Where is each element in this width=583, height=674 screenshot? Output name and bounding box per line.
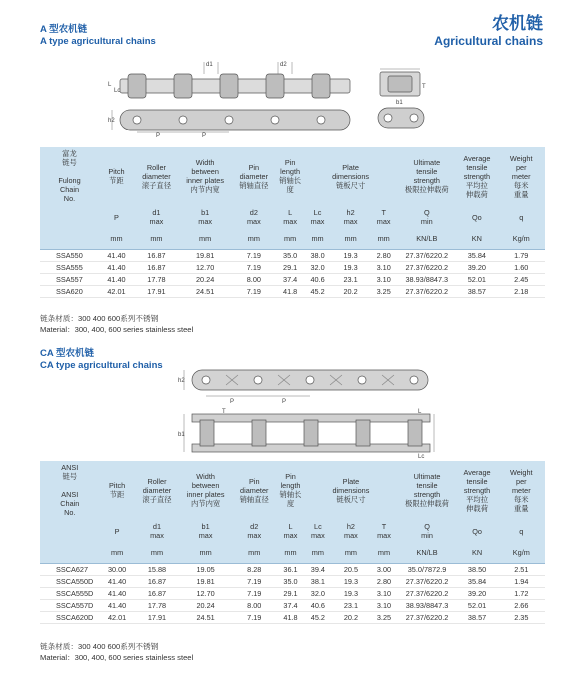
table-cell: 29.1 — [276, 261, 304, 273]
table-cell: 27.37/6220.2 — [397, 261, 456, 273]
table-cell: 16.87 — [135, 587, 180, 599]
dim-label-d1: d1 — [206, 62, 213, 68]
a-type-chain-side-drawing — [108, 58, 358, 138]
table-cell: 40.6 — [304, 273, 331, 285]
table-cell: 24.51 — [179, 611, 231, 623]
table-cell: 12.70 — [179, 261, 231, 273]
a-type-spec-table — [40, 147, 545, 298]
table-cell: 19.3 — [331, 261, 370, 273]
symbol-cell: P — [114, 526, 120, 536]
ca-material-en: Material：300, 400, 600 series stainless steel — [40, 653, 194, 662]
table-cell: 38.57 — [456, 285, 497, 297]
table-cell: SSCA627 — [40, 563, 100, 575]
column-header: Average tensile strength 平均拉 伸载荷 — [463, 467, 491, 513]
ca-dim-label-p1: P — [230, 399, 235, 404]
table-cell: 27.37/6220.2 — [398, 575, 457, 587]
table-cell: 41.40 — [100, 575, 135, 587]
column-header: Ultimate tensile strength 极限拉伸载荷 — [405, 472, 449, 508]
ca-material-note — [40, 641, 193, 663]
table-cell: 3.00 — [370, 563, 397, 575]
table-unit-row — [40, 543, 545, 563]
table-cell: 45.2 — [304, 285, 331, 297]
dim-label-h2: h2 — [108, 118, 115, 124]
table-cell: 41.40 — [100, 599, 135, 611]
table-cell: 17.78 — [135, 599, 180, 611]
table-cell: 39.20 — [457, 587, 498, 599]
table-cell: 37.4 — [276, 273, 304, 285]
table-cell: 52.01 — [456, 273, 497, 285]
table-cell: 2.80 — [370, 575, 397, 587]
symbol-cell: d2 max — [246, 208, 261, 226]
table-cell: 23.1 — [331, 599, 370, 611]
table-cell: SSCA557D — [40, 599, 100, 611]
table-row — [40, 261, 545, 273]
table-cell: 3.10 — [370, 261, 397, 273]
symbol-cell: L max — [283, 208, 298, 226]
symbol-cell: Q min — [420, 208, 433, 226]
ca-dim-label-l: L — [418, 409, 422, 415]
column-header: Roller diameter 滚子直径 — [141, 162, 172, 190]
unit-cell: mm — [231, 229, 276, 249]
section-ca-title-zh: CA 型农机链 — [40, 348, 95, 359]
unit-cell: mm — [232, 543, 277, 563]
table-cell: 29.1 — [277, 587, 305, 599]
table-cell: 17.91 — [134, 285, 179, 297]
table-cell: 20.2 — [331, 611, 370, 623]
table-cell: 7.19 — [231, 249, 276, 261]
table-cell: 42.01 — [99, 285, 134, 297]
symbol-cell: L max — [283, 522, 298, 540]
table-cell: 35.84 — [456, 249, 497, 261]
table-cell: 36.1 — [277, 563, 305, 575]
table-cell: 27.37/6220.2 — [397, 249, 456, 261]
symbol-cell: h2 max — [344, 522, 358, 540]
table-cell: 41.40 — [99, 249, 134, 261]
table-cell: 23.1 — [331, 273, 370, 285]
symbol-cell: T max — [377, 522, 391, 540]
column-header — [370, 147, 397, 205]
table-cell: SSCA550D — [40, 575, 100, 587]
unit-cell: mm — [134, 229, 179, 249]
table-row — [40, 587, 545, 599]
column-header: Ultimate tensile strength 极限拉伸载荷 — [404, 158, 449, 194]
unit-cell — [40, 229, 99, 249]
symbol-cell: T max — [376, 208, 391, 226]
section-ca-title-en: CA type agricultural chains — [40, 360, 163, 371]
table-cell: 41.8 — [276, 285, 304, 297]
table-cell: 38.93/8847.3 — [397, 273, 456, 285]
table-cell: SSA557 — [40, 273, 99, 285]
table-cell: 35.0/7872.9 — [398, 563, 457, 575]
table-cell: 42.01 — [100, 611, 135, 623]
column-header — [370, 461, 397, 519]
dim-label-d2: d2 — [280, 62, 287, 68]
column-header: Width between inner plates 内节内宽 — [186, 158, 224, 194]
table-row — [40, 575, 545, 587]
a-material-en: Material：300, 400, 600 series stainless steel — [40, 325, 194, 334]
unit-cell: mm — [370, 229, 397, 249]
table-cell: 15.88 — [135, 563, 180, 575]
table-cell: 16.87 — [135, 575, 180, 587]
symbol-cell: h2 max — [343, 208, 358, 226]
dim-label-p2: P — [202, 133, 207, 138]
unit-cell: KN — [457, 543, 498, 563]
table-cell: 19.81 — [179, 575, 231, 587]
column-header: Average tensile strength 平均拉 伸载荷 — [463, 153, 491, 199]
table-cell: SSA555 — [40, 261, 99, 273]
column-header: Pin diameter 销轴直径 — [239, 162, 269, 190]
ca-chain-rollers — [200, 420, 422, 446]
table-cell: 38.57 — [457, 611, 498, 623]
table-cell: 7.19 — [232, 575, 277, 587]
column-header: Weight per meter 每米 重量 — [510, 467, 533, 513]
table-cell: 41.40 — [100, 587, 135, 599]
symbol-cell: b1 max — [198, 522, 213, 540]
column-header: Pitch 节距 — [108, 167, 125, 185]
unit-cell — [40, 543, 100, 563]
a-type-chain-end-drawing — [372, 66, 432, 136]
table-cell: 39.4 — [304, 563, 331, 575]
column-header: Width between inner plates 内节内宽 — [186, 472, 225, 508]
table-cell: 35.0 — [277, 575, 305, 587]
table-cell: 16.87 — [134, 249, 179, 261]
table-cell: 7.19 — [232, 611, 277, 623]
table-cell: 17.78 — [134, 273, 179, 285]
page-title — [434, 14, 543, 48]
table-cell: 8.28 — [232, 563, 277, 575]
unit-cell: KN/LB — [397, 229, 456, 249]
table-row — [40, 563, 545, 575]
section-ca-heading — [40, 348, 163, 372]
table-cell: 20.5 — [331, 563, 370, 575]
symbol-cell: d1 max — [149, 208, 164, 226]
table-cell: 38.50 — [457, 563, 498, 575]
symbol-cell: Lc max — [310, 208, 325, 226]
table-cell: 27.37/6220.2 — [398, 611, 457, 623]
table-cell: 27.37/6220.2 — [397, 285, 456, 297]
table-cell: 3.10 — [370, 599, 397, 611]
table-cell: 27.37/6220.2 — [398, 587, 457, 599]
unit-cell: Kg/m — [497, 229, 545, 249]
unit-cell: KN — [456, 229, 497, 249]
table-cell: 38.0 — [304, 249, 331, 261]
unit-cell: mm — [179, 543, 231, 563]
table-cell: 3.10 — [370, 587, 397, 599]
table-cell: 32.0 — [304, 261, 331, 273]
page-title-en: Agricultural chains — [434, 34, 543, 48]
table-cell: 45.2 — [304, 611, 331, 623]
table-cell: 2.80 — [370, 249, 397, 261]
table-cell: 35.84 — [457, 575, 498, 587]
column-header: Plate dimensions 链板尺寸 — [332, 162, 370, 190]
unit-cell: mm — [331, 543, 370, 563]
unit-cell: mm — [304, 229, 331, 249]
ca-dim-label-h2: h2 — [178, 378, 185, 384]
table-cell: 7.19 — [231, 285, 276, 297]
column-header: Weight per meter 每米 重量 — [509, 153, 533, 199]
table-cell: 2.66 — [498, 599, 545, 611]
table-cell: 2.51 — [498, 563, 545, 575]
column-header — [304, 461, 331, 519]
unit-cell: mm — [277, 543, 305, 563]
table-cell: 38.1 — [304, 575, 331, 587]
unit-cell: KN/LB — [398, 543, 457, 563]
table-cell: SSA620 — [40, 285, 99, 297]
table-cell: SSA550 — [40, 249, 99, 261]
section-a-title-en: A type agricultural chains — [40, 36, 156, 47]
table-cell: 3.10 — [370, 273, 397, 285]
table-cell: 52.01 — [457, 599, 498, 611]
table-header-row — [40, 147, 545, 205]
symbol-cell: Qo — [472, 212, 482, 222]
table-cell: 41.40 — [99, 273, 134, 285]
symbol-cell: Q min — [421, 522, 433, 540]
column-header — [304, 147, 331, 205]
unit-cell: Kg/m — [498, 543, 545, 563]
section-a-heading — [40, 24, 156, 48]
table-cell: 1.79 — [497, 249, 545, 261]
table-cell: 19.81 — [179, 249, 231, 261]
table-cell: 19.05 — [179, 563, 231, 575]
ca-dim-label-lc: Lc — [418, 454, 425, 458]
table-header-row — [40, 461, 545, 519]
symbol-cell: d1 max — [150, 522, 164, 540]
symbol-cell — [40, 205, 99, 229]
unit-cell: mm — [100, 543, 135, 563]
ca-dim-label-t: T — [222, 409, 226, 415]
ca-dim-label-b1: b1 — [178, 432, 185, 438]
table-cell: 32.0 — [304, 587, 331, 599]
ca-material-zh: 链条材质：300 400 600系列不锈钢 — [40, 642, 159, 651]
table-cell: 16.87 — [134, 261, 179, 273]
table-symbol-row — [40, 519, 545, 543]
table-cell: 41.8 — [277, 611, 305, 623]
unit-cell: mm — [135, 543, 180, 563]
table-cell: 3.25 — [370, 611, 397, 623]
column-header: Roller diameter 滚子直径 — [142, 476, 172, 504]
table-cell: 2.18 — [497, 285, 545, 297]
unit-cell: mm — [370, 543, 397, 563]
column-header: ANSI 链号 ANSI Chain No. — [60, 463, 80, 517]
table-cell: 35.0 — [276, 249, 304, 261]
table-row — [40, 273, 545, 285]
table-row — [40, 249, 545, 261]
table-cell: 8.00 — [232, 599, 277, 611]
table-cell: 37.4 — [277, 599, 305, 611]
unit-cell: mm — [304, 543, 331, 563]
ca-type-spec-table — [40, 461, 545, 624]
column-header: Pitch 节距 — [108, 481, 126, 499]
table-cell: 19.3 — [331, 575, 370, 587]
table-cell: 3.25 — [370, 285, 397, 297]
dim-label-lc: Lc — [114, 88, 121, 94]
ca-dim-label-p2: P — [282, 399, 287, 404]
column-header: 富龙 链号 Fulong Chain No. — [58, 149, 81, 203]
table-cell: 20.24 — [179, 599, 231, 611]
table-cell: 30.00 — [100, 563, 135, 575]
table-cell: 24.51 — [179, 285, 231, 297]
table-cell: 38.93/8847.3 — [398, 599, 457, 611]
table-cell: 12.70 — [179, 587, 231, 599]
unit-cell: mm — [331, 229, 370, 249]
table-cell: 19.3 — [331, 587, 370, 599]
dim-label-t: T — [422, 84, 426, 90]
table-cell: 2.45 — [497, 273, 545, 285]
table-cell: 7.19 — [231, 261, 276, 273]
unit-cell: mm — [99, 229, 134, 249]
table-cell: 17.91 — [135, 611, 180, 623]
table-row — [40, 285, 545, 297]
symbol-cell: Lc max — [310, 522, 325, 540]
dim-label-p1: P — [156, 133, 161, 138]
column-header: Plate dimensions 链板尺寸 — [332, 476, 370, 504]
symbol-cell: q — [519, 526, 524, 536]
symbol-cell: P — [114, 212, 119, 222]
symbol-cell: b1 max — [198, 208, 213, 226]
symbol-cell — [40, 519, 100, 543]
dim-label-l: L — [108, 82, 112, 88]
page-title-zh: 农机链 — [492, 14, 543, 33]
table-cell: 40.6 — [304, 599, 331, 611]
table-symbol-row — [40, 205, 545, 229]
ca-type-plate-drawing — [178, 366, 438, 404]
symbol-cell: q — [519, 212, 524, 222]
symbol-cell: Qo — [472, 526, 482, 536]
column-header: Pin length 销轴长度 — [279, 472, 302, 508]
unit-cell: mm — [179, 229, 231, 249]
table-cell: 20.2 — [331, 285, 370, 297]
table-cell: 19.3 — [331, 249, 370, 261]
table-cell: 39.20 — [456, 261, 497, 273]
table-cell: 41.40 — [99, 261, 134, 273]
a-material-note — [40, 313, 193, 335]
table-cell: 1.60 — [497, 261, 545, 273]
table-cell: 2.35 — [498, 611, 545, 623]
ca-type-chain-side-drawing — [178, 408, 440, 458]
table-cell: 1.94 — [498, 575, 545, 587]
column-header: Pin length 销轴长度 — [279, 158, 302, 194]
table-cell: 1.72 — [498, 587, 545, 599]
column-header: Pin diameter 销轴直径 — [239, 476, 269, 504]
table-cell: SSCA620D — [40, 611, 100, 623]
section-a-title-zh: A 型农机链 — [40, 24, 88, 35]
dim-label-b1: b1 — [396, 100, 403, 106]
table-cell: 8.00 — [231, 273, 276, 285]
a-material-zh: 链条材质：300 400 600系列不锈钢 — [40, 314, 159, 323]
symbol-cell: d2 max — [247, 522, 262, 540]
table-cell: 7.19 — [232, 587, 277, 599]
table-cell: 20.24 — [179, 273, 231, 285]
unit-cell: mm — [276, 229, 304, 249]
table-row — [40, 611, 545, 623]
table-cell: SSCA555D — [40, 587, 100, 599]
table-unit-row — [40, 229, 545, 249]
table-row — [40, 599, 545, 611]
